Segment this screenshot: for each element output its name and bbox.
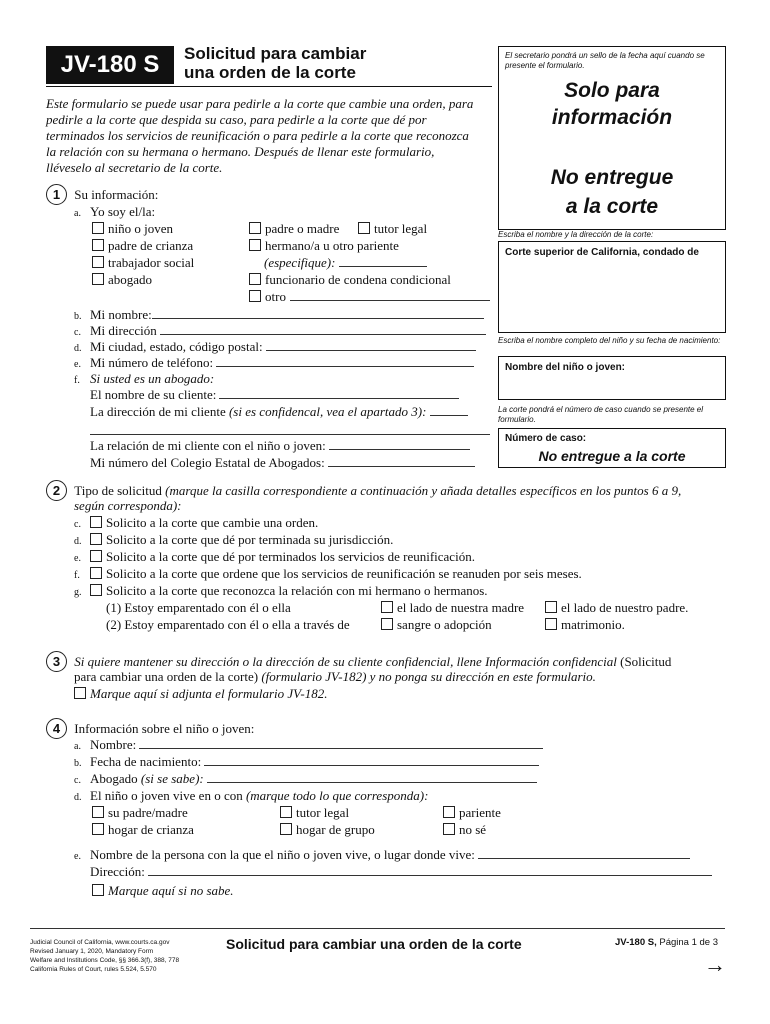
s2-c[interactable] [74,515,318,531]
s4-e-address [90,864,712,880]
s4-c-label: Abogado [90,771,138,786]
checkbox[interactable] [545,601,557,613]
s1-f-letter: f. [74,375,80,386]
stamp-info [499,77,725,131]
s2-d-letter: d. [74,536,82,547]
s2-g2-marriage-label: matrimonio. [561,617,625,632]
opt-other-label: otro [265,289,286,304]
opt-specify [264,255,427,271]
s2-g2-blood-label: sangre o adopción [397,617,492,632]
opt-child[interactable] [92,221,173,237]
footer-rule [30,928,725,929]
footer-left-4: California Rules of Court, rules 5.524, 5.570 [30,966,157,973]
checkbox[interactable] [92,806,104,818]
case-number-box[interactable] [498,428,726,468]
next-page-arrow-icon[interactable]: → [704,952,726,977]
checkbox[interactable] [280,806,292,818]
child-name-label: Nombre del niño o joven: [505,362,626,373]
s1-b-label: Mi nombre: [90,307,152,322]
opt-foster[interactable] [92,238,193,254]
s2-c-letter: c. [74,519,81,530]
s4-e-check[interactable] [92,883,234,899]
s4-e-letter: e. [74,851,81,862]
form-title [184,44,366,82]
address-field[interactable] [160,334,486,335]
opt-lawyer-label: abogado [108,272,153,287]
client-name-field[interactable] [219,398,459,399]
lives-unknown-label: no sé [459,822,487,837]
checkbox[interactable] [74,687,86,699]
s1-heading [46,184,158,205]
s2-g[interactable] [74,583,488,599]
s1-f-label: Si usted es un abogado: [90,371,215,386]
child-name-box[interactable] [498,356,726,400]
stamp-do-not-file [499,163,725,221]
s2-g2 [106,617,350,633]
checkbox[interactable] [381,601,393,613]
opt-specify-label: (especifique): [264,255,336,270]
lives-parents[interactable] [92,805,188,821]
checkbox[interactable] [249,239,261,251]
phone-field[interactable] [216,366,474,367]
s4-d [74,788,428,804]
living-address-field[interactable] [148,875,712,876]
footer-page-number: Página 1 de 3 [659,937,719,948]
s2-g2-marriage[interactable] [545,617,625,633]
footer-left-1: Judicial Council of California, www.courts.ca.gov [30,939,170,946]
s2-f-letter: f. [74,570,80,581]
clerk-note: El secretario pondrá un sello de la fecha aquí cuando se presente el formulario. [505,51,705,70]
s3-text-italic: Si quiere mantener su dirección o la dirección de su cliente confidencial, llene Información confidencial [74,654,617,669]
checkbox[interactable] [545,618,557,630]
form-id-badge: JV-180 S [46,46,174,84]
birthdate-field[interactable] [204,765,539,766]
client-addr-line2[interactable] [90,434,490,435]
s1-c [74,323,486,339]
footer-left-2: Revised January 1, 2020, Mandatory Form [30,948,154,955]
s2-g1-father[interactable] [545,600,688,616]
s2-number: 2 [46,480,67,501]
s1-a [74,204,155,220]
s1-d-label: Mi ciudad, estado, código postal: [90,339,263,354]
client-addr-label: La dirección de mi cliente [90,404,226,419]
footer-page [615,937,718,948]
s4-e [74,847,690,863]
opt-other[interactable] [249,289,490,305]
bar-field[interactable] [328,466,475,467]
city-field[interactable] [266,350,476,351]
s1-a-label: Yo soy el/la: [90,204,156,219]
s4-e-check-label: Marque aquí si no sabe. [108,883,234,898]
opt-lawyer[interactable] [92,272,152,288]
s1-e-label: Mi número de teléfono: [90,355,214,370]
specify-line[interactable] [339,266,427,267]
s4-heading [46,718,254,739]
lives-guardian-label: tutor legal [296,805,350,820]
footer-left [30,938,179,974]
s2-title: Tipo de solicitud [74,483,162,498]
checkbox[interactable] [92,823,104,835]
checkbox[interactable] [92,222,104,234]
s2-g1-label: (1) Estoy emparentado con él o ella [106,600,291,615]
opt-social-worker[interactable] [92,255,194,271]
s1-f [74,371,214,387]
checkbox[interactable] [92,273,104,285]
opt-sibling[interactable] [249,238,399,254]
s3-number: 3 [46,651,67,672]
stamp-do-not-file-line2: a la corte [565,195,659,218]
opt-parent-label: padre o madre [265,221,340,236]
s1-e [74,355,474,371]
s3-text-rest: (Solicitud [620,654,672,669]
s1-b-letter: b. [74,311,82,322]
s1-number: 1 [46,184,67,205]
s1-f-bar [90,455,475,471]
checkbox[interactable] [280,823,292,835]
opt-parent[interactable] [249,221,339,237]
other-line[interactable] [290,300,490,301]
opt-guardian[interactable] [358,221,427,237]
checkbox[interactable] [249,273,261,285]
opt-probation[interactable] [249,272,451,288]
form-title-line1: Solicitud para cambiar [184,44,367,63]
form-title-line2: una orden de la corte [184,63,356,82]
s1-e-letter: e. [74,359,81,370]
s4-c-letter: c. [74,775,81,786]
stamp-do-not-file-line1: No entregue [550,166,674,189]
footer-left-3: Welfare and Institutions Code, §§ 366.3(f), 388, 778 [30,957,180,964]
clerk-stamp-box [498,46,726,230]
checkbox[interactable] [443,823,455,835]
client-addr-field[interactable] [430,415,468,416]
bar-label: Mi número del Colegio Estatal de Abogados: [90,455,325,470]
checkbox[interactable] [90,533,102,545]
s2-e-label: Solicito a la corte que dé por terminados los servicios de reunificación. [106,549,475,564]
s4-c-note: (si se sabe): [140,771,204,786]
living-place-field[interactable] [478,858,690,859]
s2-g1 [106,600,291,616]
lives-relative-label: pariente [459,805,501,820]
s2-g1-mother[interactable] [381,600,524,616]
child-name-field[interactable] [139,748,543,749]
relation-label: La relación de mi cliente con el niño o joven: [90,438,326,453]
s3-line2-b: (formulario JV-182) y no ponga su dirección en este formulario. [261,669,596,684]
case-stamp: No entregue a la corte [538,448,686,464]
checkbox[interactable] [90,516,102,528]
s2-g1-mother-label: el lado de nuestra madre [397,600,525,615]
lives-group[interactable] [280,822,375,838]
s4-c [74,771,537,787]
s1-title: Su información: [74,187,159,202]
court-label: Corte superior de California, condado de [505,247,699,258]
s4-d-note: (marque todo lo que corresponda): [245,788,429,803]
court-box[interactable] [498,241,726,333]
s2-g2-label: (2) Estoy emparentado con él o ella a través de [106,617,350,632]
case-caption: La corte pondrá el número de caso cuando se presente el formulario. [498,405,704,424]
s1-a-letter: a. [74,208,81,219]
court-caption: Escriba el nombre y la dirección de la corte: [498,230,654,239]
footer-form-id: JV-180 S, [615,937,657,948]
opt-child-label: niño o joven [108,221,173,236]
checkbox[interactable] [249,290,261,302]
s4-b [74,754,539,770]
stamp-info-line1: Solo para [564,79,660,102]
s1-c-label: Mi dirección [90,323,157,338]
client-addr-note: (si es confidencal, vea el apartado 3): [228,404,427,419]
checkbox[interactable] [249,222,261,234]
s4-title: Información sobre el niño o joven: [74,721,255,736]
s4-a-letter: a. [74,741,81,752]
intro-text: Este formulario se puede usar para pedirle a la corte que cambie una orden, para pedirle a la corte que despida su caso, para pedirle a la corte que dé por terminados los servicios de reunificación o para pedirle a la corte que reconozca la relación con su hermana o hermano. Después de llenar este formulario, lléveselo al secretario de la corte. [46,96,474,175]
s1-b [74,307,484,323]
s2-d-label: Solicito a la corte que dé por terminada su jurisdicción. [106,532,394,547]
s3-check[interactable] [74,686,327,702]
s4-b-label: Fecha de nacimiento: [90,754,202,769]
s2-title-note2: según corresponda): [74,498,182,513]
lives-guardian[interactable] [280,805,349,821]
child-lawyer-field[interactable] [207,782,537,783]
client-name-label: El nombre de su cliente: [90,387,217,402]
lives-parents-label: su padre/madre [108,805,188,820]
checkbox[interactable] [92,256,104,268]
lives-foster-label: hogar de crianza [108,822,194,837]
s2-g2-blood[interactable] [381,617,492,633]
s2-f[interactable] [74,566,582,582]
header-rule [46,86,492,87]
lives-unknown[interactable] [443,822,486,838]
s4-b-letter: b. [74,758,82,769]
relation-field[interactable] [329,449,470,450]
stamp-info-line2: información [551,106,673,129]
case-number-label: Número de caso: [505,433,587,444]
opt-social-label: trabajador social [108,255,195,270]
s2-f-label: Solicito a la corte que ordene que los servicios de reunificación se reanuden por seis meses. [106,566,582,581]
checkbox[interactable] [443,806,455,818]
opt-guardian-label: tutor legal [374,221,428,236]
checkbox[interactable] [92,239,104,251]
checkbox[interactable] [90,550,102,562]
lives-group-label: hogar de grupo [296,822,375,837]
opt-sibling-label: hermano/a u otro pariente [265,238,399,253]
s3-line2-a: para cambiar una orden de la corte) [74,669,259,684]
s1-f-addr [90,404,468,420]
s4-a-label: Nombre: [90,737,137,752]
s1-d-letter: d. [74,343,82,354]
footer-title: Solicitud para cambiar una orden de la corte [226,936,522,952]
s1-f-client [90,387,459,403]
lives-foster[interactable] [92,822,194,838]
s4-e-label: Nombre de la persona con la que el niño o joven vive, o lugar donde vive: [90,847,475,862]
s2-e-letter: e. [74,553,81,564]
opt-probation-label: funcionario de condena condicional [265,272,451,287]
s1-f-relation [90,438,470,454]
s4-d-letter: d. [74,792,82,803]
s2-g1-father-label: el lado de nuestro padre. [561,600,689,615]
checkbox[interactable] [381,618,393,630]
s1-c-letter: c. [74,327,81,338]
name-field[interactable] [152,318,484,319]
s4-number: 4 [46,718,67,739]
s1-d [74,339,476,355]
s3-line2 [74,669,596,685]
s2-title-note: (marque la casilla correspondiente a continuación y añada detalles específicos en los puntos 6 a 9, [165,483,682,498]
s4-e-address-label: Dirección: [90,864,145,879]
s2-c-label: Solicito a la corte que cambie una orden. [106,515,319,530]
s2-g-label: Solicito a la corte que reconozca la relación con mi hermano o hermanos. [106,583,488,598]
s4-d-label: El niño o joven vive en o con [90,788,243,803]
s2-d[interactable] [74,532,393,548]
child-caption: Escriba el nombre completo del niño y su fecha de nacimiento: [498,336,721,345]
s3-check-label: Marque aquí si adjunta el formulario JV-182. [90,686,328,701]
checkbox[interactable] [358,222,370,234]
checkbox[interactable] [90,584,102,596]
opt-foster-label: padre de crianza [108,238,194,253]
s2-e[interactable] [74,549,475,565]
s2-g-letter: g. [74,587,82,598]
checkbox[interactable] [92,884,104,896]
s4-a [74,737,543,753]
lives-relative[interactable] [443,805,501,821]
checkbox[interactable] [90,567,102,579]
